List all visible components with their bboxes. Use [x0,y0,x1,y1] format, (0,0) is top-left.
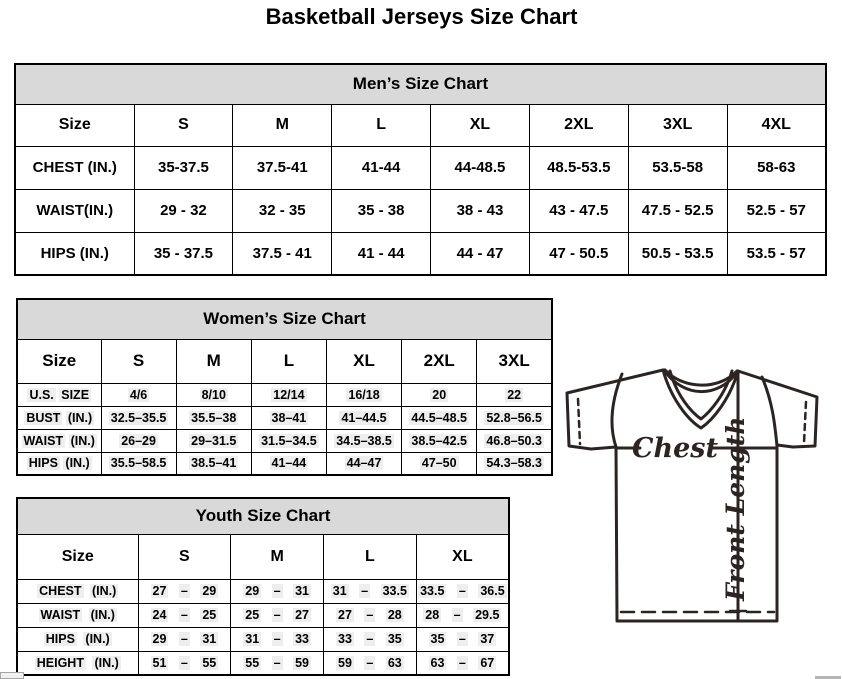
jersey-left-cuff-dashed-line [578,399,580,444]
highlighted-text: – [361,584,369,598]
table-row [17,406,552,429]
size-value-cell [477,383,552,406]
highlighted-text: 35 [387,632,402,646]
size-value-cell [176,429,251,452]
size-value-cell: 58-63 [727,146,826,189]
size-value-cell [101,429,176,452]
highlighted-text: 12/14 [273,387,305,402]
highlighted-text: – [273,608,281,622]
size-value-cell [101,406,176,429]
column-header: XL [416,534,509,579]
column-header: XL [326,339,401,383]
column-header: L [324,534,417,579]
table-row [15,232,826,275]
column-header: 4XL [727,104,826,146]
front-length-label: Front Length [721,416,750,601]
row-label [17,452,101,475]
row-label [17,579,138,603]
highlighted-text: 27 [295,608,309,622]
size-value-cell: 44 - 47 [431,232,530,275]
highlighted-text: 25 [202,608,217,622]
table-row [17,383,552,406]
table-row [15,146,826,189]
highlighted-text: – [180,584,188,598]
highlighted-text: 67 [480,655,495,670]
highlighted-text: 55 [202,655,217,670]
highlighted-text: (IN.) [70,433,95,448]
highlighted-text: 44–47 [346,456,382,471]
table-title-row [17,299,552,339]
table-row [17,452,552,475]
highlighted-text: 59 [295,655,309,670]
size-value-cell: 38 - 43 [431,189,530,232]
size-value-cell [402,406,477,429]
highlighted-text: WAIST [40,608,81,622]
row-label [17,383,101,406]
highlighted-text: WAIST [23,433,64,448]
highlighted-text: (IN.) [85,632,110,646]
size-value-cell [416,627,509,651]
table-row [17,651,509,675]
highlighted-text: 8/10 [201,387,226,402]
size-value-cell [231,651,324,675]
size-value-cell: 35 - 38 [332,189,431,232]
column-header: 3XL [477,339,552,383]
column-header: M [231,534,324,579]
highlighted-text: 29.5 [475,608,500,622]
highlighted-text: – [273,655,281,670]
jersey-right-armhole [762,377,777,446]
size-value-cell [324,627,417,651]
column-header: Size [17,339,101,383]
highlighted-text: 44.5–48.5 [411,410,467,425]
column-header-row [17,339,552,383]
highlighted-text: (IN.) [90,608,115,622]
highlighted-text: 28 [387,608,402,622]
column-header: S [134,104,233,146]
table-row [15,189,826,232]
highlighted-text: – [273,632,281,646]
column-header: M [176,339,251,383]
highlighted-text: (IN.) [67,410,93,425]
size-value-cell: 52.5 - 57 [727,189,826,232]
size-value-cell [138,651,231,675]
highlighted-text: – [180,632,188,646]
table-title-row [15,64,826,104]
size-value-cell: 41-44 [332,146,431,189]
highlighted-text: 25 [245,608,260,622]
highlighted-text: 63 [430,655,445,670]
row-label [17,406,101,429]
highlighted-text: 37 [480,632,495,646]
column-header: L [332,104,431,146]
size-value-cell [101,452,176,475]
highlighted-text: – [453,608,461,622]
chest-label: Chest [632,433,718,464]
page-title: Basketball Jerseys Size Chart [265,4,578,29]
highlighted-text: 27 [338,608,352,622]
jersey-body [616,446,777,621]
highlighted-text: 34.5–38.5 [336,433,392,448]
column-header: M [233,104,332,146]
highlighted-text: 31 [202,632,217,646]
size-value-cell [251,383,326,406]
column-header: S [138,534,231,579]
column-header: XL [431,104,530,146]
highlighted-text: – [366,655,374,670]
highlighted-text: 52.8–56.5 [486,410,542,425]
highlighted-text: – [180,655,188,670]
column-header: 3XL [628,104,727,146]
table-title: Youth Size Chart [17,498,509,534]
highlighted-text: 24 [152,608,167,622]
highlighted-text: HIPS [28,456,58,471]
highlighted-text: 38.5–42.5 [411,433,467,448]
highlighted-text: 28 [425,608,440,622]
size-value-cell [477,429,552,452]
highlighted-text: 36.5 [480,584,505,598]
highlighted-text: 20 [432,387,447,402]
column-header: 2XL [402,339,477,383]
highlighted-text: (IN.) [65,456,90,471]
row-label: HIPS (IN.) [15,232,134,275]
highlighted-text: 31 [295,584,309,598]
size-value-cell [416,603,509,627]
row-label [17,627,138,651]
jersey-left-armhole [612,374,622,447]
mens-size-chart-table [14,63,827,276]
size-value-cell: 29 - 32 [134,189,233,232]
highlighted-text: HEIGHT [36,655,84,670]
highlighted-text: 46.8–50.3 [486,433,542,448]
highlighted-text: SIZE [61,387,90,402]
size-value-cell [101,383,176,406]
size-value-cell [326,452,401,475]
size-value-cell [176,406,251,429]
column-header: L [251,339,326,383]
row-label: CHEST (IN.) [15,146,134,189]
highlighted-text: (IN.) [92,584,117,598]
size-value-cell [477,406,552,429]
table-title: Men’s Size Chart [15,64,826,104]
highlighted-text: 47–50 [421,456,457,471]
highlighted-text: 33 [295,632,309,646]
size-value-cell: 37.5-41 [233,146,332,189]
size-value-cell: 35-37.5 [134,146,233,189]
highlighted-text: 29 [152,632,167,646]
column-header-row [15,104,826,146]
column-header: Size [15,104,134,146]
highlighted-text: 59 [338,655,352,670]
highlighted-text: – [458,655,466,670]
size-value-cell [231,579,324,603]
table-row [17,603,509,627]
highlighted-text: – [366,608,374,622]
size-value-cell [324,651,417,675]
highlighted-text: 26–29 [121,433,156,448]
table-row [17,579,509,603]
size-value-cell [326,383,401,406]
size-value-cell: 43 - 47.5 [529,189,628,232]
size-value-cell [251,406,326,429]
highlighted-text: – [366,632,374,646]
highlighted-text: 31 [332,584,347,598]
size-value-cell [231,603,324,627]
highlighted-text: 31 [245,632,260,646]
size-value-cell [326,406,401,429]
size-value-cell: 47.5 - 52.5 [628,189,727,232]
row-label [17,429,101,452]
highlighted-text: 41–44.5 [341,410,387,425]
size-value-cell [477,452,552,475]
highlighted-text: 31.5–34.5 [261,433,317,448]
size-value-cell [416,651,509,675]
highlighted-text: 29 [202,584,217,598]
highlighted-text: 55 [245,655,260,670]
jersey-collar-inner-v [670,371,732,419]
highlighted-text: BUST [26,410,61,425]
highlighted-text: – [458,632,466,646]
size-value-cell: 47 - 50.5 [529,232,628,275]
size-value-cell: 37.5 - 41 [233,232,332,275]
highlighted-text: 29–31.5 [191,433,237,448]
womens-size-chart-table [16,298,553,476]
highlighted-text: U.S. [29,387,54,402]
size-value-cell [251,429,326,452]
size-value-cell: 41 - 44 [332,232,431,275]
highlighted-text: 33 [338,632,352,646]
highlighted-text: 35.5–58.5 [110,456,167,471]
highlighted-text: 27 [152,584,167,598]
highlighted-text: 54.3–58.3 [486,456,542,471]
highlighted-text: (IN.) [94,655,119,670]
highlighted-text: 41–44 [271,456,307,471]
highlighted-text: 38.5–41 [191,456,237,471]
size-value-cell: 53.5-58 [628,146,727,189]
size-value-cell [402,452,477,475]
highlighted-text: 16/18 [348,387,380,402]
table-row [17,429,552,452]
scrollbar-fragment-left[interactable] [0,672,24,679]
highlighted-text: – [180,608,188,622]
jersey-right-cuff-dashed-line [804,402,806,443]
youth-size-chart-table [16,497,510,676]
size-value-cell [138,579,231,603]
highlighted-text: HIPS [45,632,75,646]
size-value-cell [402,383,477,406]
size-value-cell: 32 - 35 [233,189,332,232]
size-value-cell [138,603,231,627]
row-label [17,603,138,627]
size-value-cell [251,452,326,475]
size-value-cell [138,627,231,651]
row-label: WAIST(IN.) [15,189,134,232]
row-label [17,651,138,675]
highlighted-text: 35 [430,632,445,646]
size-value-cell [402,429,477,452]
column-header: 2XL [529,104,628,146]
highlighted-text: 4/6 [129,387,148,402]
size-value-cell [416,579,509,603]
size-value-cell [324,579,417,603]
column-header: Size [17,534,138,579]
size-value-cell [231,627,324,651]
table-title: Women’s Size Chart [17,299,552,339]
highlighted-text: – [273,584,281,598]
highlighted-text: 63 [387,655,402,670]
size-value-cell: 50.5 - 53.5 [628,232,727,275]
highlighted-text: 22 [507,387,522,402]
highlighted-text: 32.5–35.5 [110,410,167,425]
highlighted-text: – [458,584,466,598]
size-value-cell [176,452,251,475]
size-value-cell: 48.5-53.5 [529,146,628,189]
size-value-cell [176,383,251,406]
highlighted-text: CHEST [39,584,82,598]
highlighted-text: 33.5 [382,584,407,598]
highlighted-text: 38–41 [271,410,307,425]
highlighted-text: 35.5–38 [191,410,237,425]
size-value-cell [326,429,401,452]
size-value-cell: 35 - 37.5 [134,232,233,275]
column-header: S [101,339,176,383]
jersey-measurement-diagram [555,360,843,675]
highlighted-text: 51 [152,655,167,670]
size-value-cell: 44-48.5 [431,146,530,189]
size-value-cell: 53.5 - 57 [727,232,826,275]
table-title-row [17,498,509,534]
size-value-cell [324,603,417,627]
table-row [17,627,509,651]
highlighted-text: 33.5 [420,584,445,598]
highlighted-text: 29 [245,584,260,598]
column-header-row [17,534,509,579]
